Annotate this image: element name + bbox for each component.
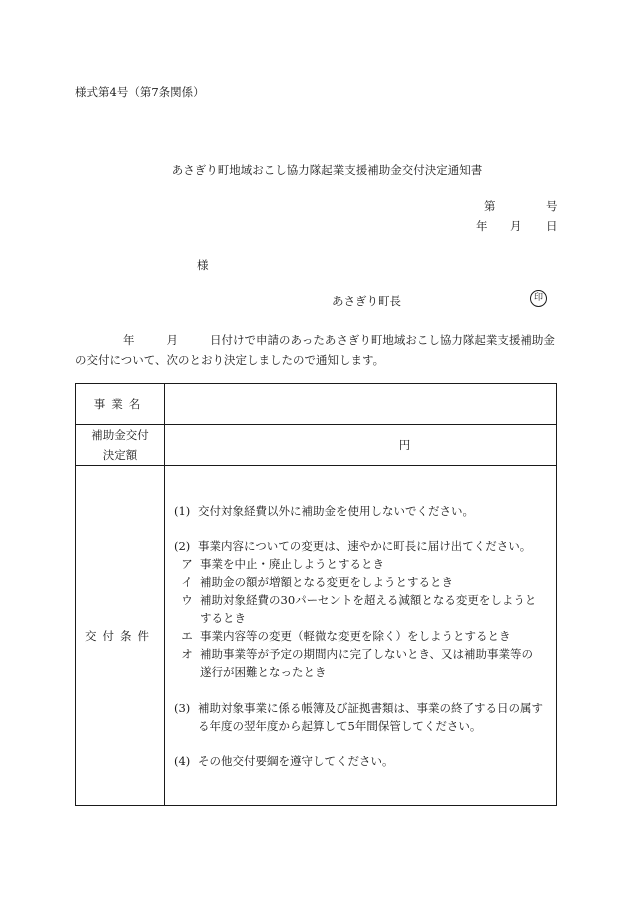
date-month: 月 (510, 219, 522, 233)
condition-2-subitem (174, 609, 550, 627)
condition-2-subitem (174, 627, 550, 645)
condition-2-items (174, 555, 550, 681)
row-conditions (76, 466, 557, 806)
conditions-cell (165, 466, 557, 806)
body-month: 月 (166, 333, 178, 347)
subitem-text: 事業内容等の変更（軽微な変更を除く）をしようとするとき (200, 628, 511, 643)
condition-3: (3) 補助対象事業に係る帳簿及び証拠書類は、事業の終了する日の属す る年度の翌年度から起算して5年間保管してください。 (174, 700, 543, 733)
yen-unit: 円 (398, 438, 411, 452)
body-line2: の交付について、次のとおり決定しましたので通知します。 (75, 353, 385, 367)
conditions-label: 交付条件 (85, 628, 155, 643)
row-decision-amount (76, 425, 557, 466)
condition-1: (1) 交付対象経費以外に補助金を使用しないでください。 (174, 503, 474, 518)
subitem-text: 補助対象経費の30パーセントを超える減額となる変更をしようと (200, 592, 537, 607)
subitem-marker (174, 609, 200, 627)
subitem-text: するとき (200, 610, 246, 625)
project-name-label: 事業名 (93, 397, 147, 411)
subitem-marker: ア (181, 556, 193, 571)
document-title: あさぎり町地域おこし協力隊起業支援補助金交付決定通知書 (171, 163, 483, 177)
condition-4: (4) その他交付要綱を遵守してください。 (174, 753, 394, 768)
row-project-name (76, 384, 557, 425)
condition-2: (2) 事業内容についての変更は、速やかに町長に届け出てください。 (174, 538, 532, 553)
subitem-text: 事業を中止・廃止しようとするとき (200, 556, 384, 571)
subitem-text: 補助事業等が予定の期間内に完了しないとき、又は補助事業等の (200, 646, 534, 661)
seal-mark: 印 (530, 290, 547, 307)
condition-2-subitem (174, 555, 550, 573)
subitem-marker (174, 663, 200, 681)
body-year: 年 (123, 333, 135, 347)
amount-label-line2: 決定額 (102, 448, 138, 462)
notification-body (75, 330, 557, 370)
condition-2-subitem (174, 573, 550, 591)
amount-value (165, 425, 557, 466)
subitem-marker: ウ (181, 592, 193, 607)
doc-number-go: 号 (546, 199, 558, 213)
date-year: 年 (476, 219, 488, 233)
addressee-honorific: 様 (197, 258, 209, 272)
subitem-text: 補助金の額が増額となる変更をしようとするとき (200, 574, 453, 589)
project-name-value (165, 384, 557, 425)
subitem-marker: オ (181, 646, 193, 661)
subitem-marker: エ (181, 628, 193, 643)
form-number: 様式第4号（第7条関係） (75, 85, 205, 99)
decision-table (75, 383, 557, 806)
condition-2-subitem (174, 591, 550, 609)
condition-2-subitem (174, 645, 550, 663)
condition-2-subitem (174, 663, 550, 681)
subitem-marker: イ (181, 574, 193, 589)
issuer-name: あさぎり町長 (332, 294, 401, 308)
date-day: 日 (546, 219, 558, 233)
doc-number-dai: 第 (484, 199, 496, 213)
subitem-text: 遂行が困難となったとき (200, 664, 327, 679)
amount-label-line1: 補助金交付 (91, 428, 149, 442)
body-line1: 日付けで申請のあったあさぎり町地域おこし協力隊起業支援補助金 (210, 333, 555, 347)
